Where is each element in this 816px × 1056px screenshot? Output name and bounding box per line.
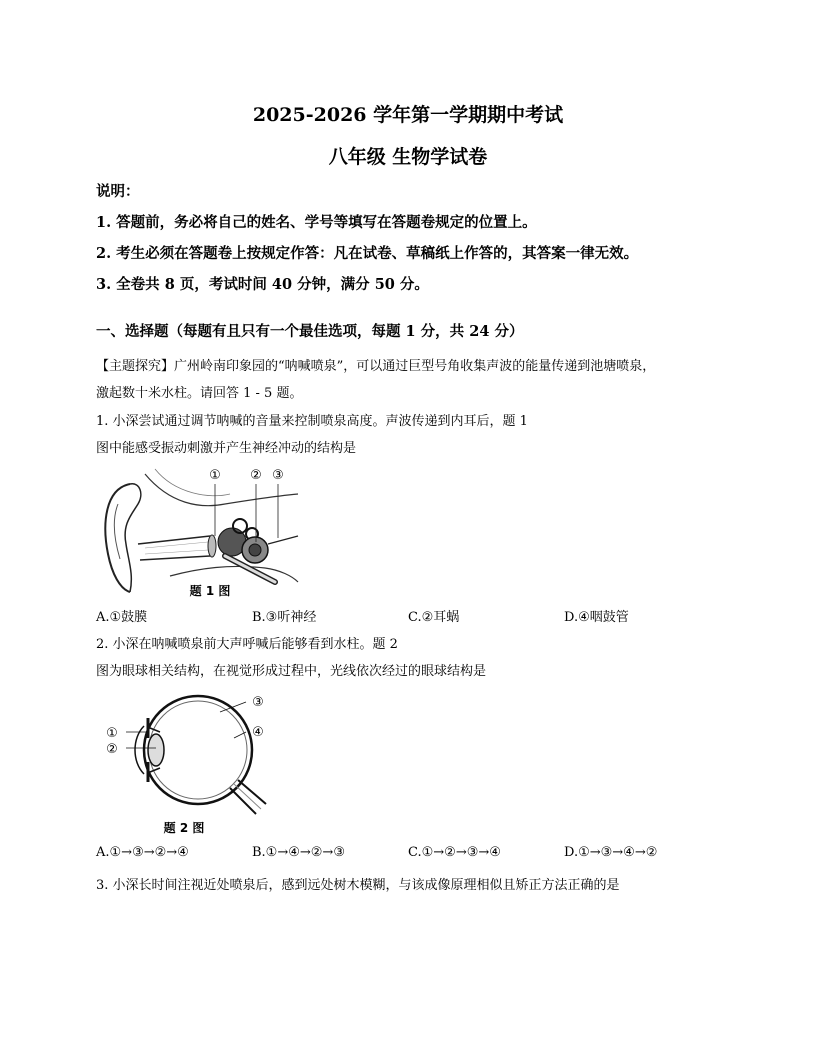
exam-title: 2025-2026 学年第一学期期中考试	[252, 104, 564, 126]
q3-stem-line-1: 3. 小深长时间注视近处喷泉后，感到远处树木模糊，与该成像原理相似且矫正方法正确的是	[96, 878, 620, 893]
q2-option-a[interactable]: A.①→③→②→④	[96, 845, 189, 860]
q1-stem-line-2: 图中能感受振动刺激并产生神经冲动的结构是	[96, 441, 357, 456]
theme-line-1: 【主题探究】广州岭南印象园的“呐喊喷泉”，可以通过巨型号角收集声波的能量传递到池塘喷泉，	[96, 359, 656, 374]
instruction-item-3: 3. 全卷共 8 页，考试时间 40 分钟，满分 50 分。	[96, 276, 429, 293]
ear-figure-caption: 题 1 图	[189, 584, 231, 598]
eye-label-3: ③	[252, 695, 264, 710]
q2-option-c[interactable]: C.①→②→③→④	[408, 845, 501, 860]
eye-figure-caption: 题 2 图	[163, 821, 205, 835]
q1-option-c[interactable]: C.②耳蜗	[408, 610, 460, 625]
theme-line-2: 激起数十米水柱。请回答 1 - 5 题。	[96, 386, 303, 401]
q2-option-b[interactable]: B.①→④→②→③	[252, 845, 345, 860]
eye-label-2: ②	[106, 742, 118, 757]
q1-option-a[interactable]: A.①鼓膜	[96, 610, 148, 625]
exam-subtitle: 八年级 生物学试卷	[328, 146, 488, 168]
ear-label-3: ③	[272, 468, 284, 483]
q1-option-d[interactable]: D.④咽鼓管	[564, 610, 629, 625]
instruction-item-1: 1. 答题前，务必将自己的姓名、学号等填写在答题卷规定的位置上。	[96, 214, 537, 231]
ear-label-2: ②	[250, 468, 262, 483]
q1-stem-line-1: 1. 小深尝试通过调节呐喊的音量来控制喷泉高度。声波传递到内耳后，题 1	[96, 414, 528, 429]
q2-stem-line-1: 2. 小深在呐喊喷泉前大声呼喊后能够看到水柱。题 2	[96, 637, 398, 652]
instruction-item-2: 2. 考生必须在答题卷上按规定作答：凡在试卷、草稿纸上作答的，其答案一律无效。	[96, 245, 639, 262]
eye-label-4: ④	[252, 725, 264, 740]
q1-option-b[interactable]: B.③听神经	[252, 610, 317, 625]
instructions-heading: 说明：	[96, 183, 140, 200]
eye-diagram-svg	[98, 688, 278, 838]
section-heading: 一、选择题（每题有且只有一个最佳选项，每题 1 分，共 24 分）	[96, 323, 524, 340]
eye-label-1: ①	[106, 726, 118, 741]
q2-option-d[interactable]: D.①→③→④→②	[564, 845, 658, 860]
ear-diagram-svg	[100, 464, 300, 599]
eye-diagram	[98, 688, 278, 838]
ear-label-1: ①	[209, 468, 221, 483]
ear-diagram	[100, 464, 300, 599]
q2-stem-line-2: 图为眼球相关结构，在视觉形成过程中，光线依次经过的眼球结构是	[96, 664, 487, 679]
